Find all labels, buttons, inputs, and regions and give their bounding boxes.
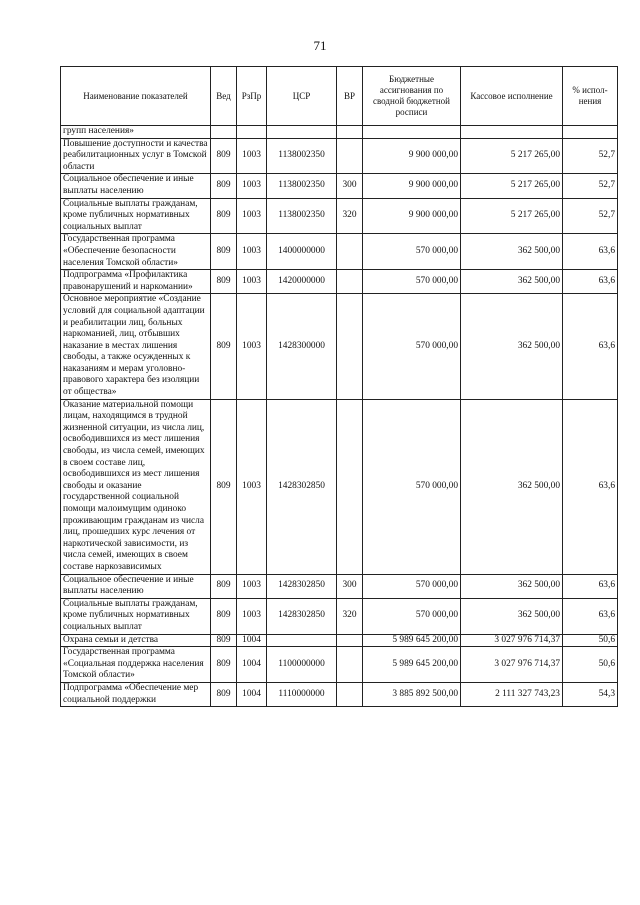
table-row <box>61 126 618 139</box>
cell-vr <box>337 647 363 683</box>
cell-budget-allocation: 570 000,00 <box>363 234 461 270</box>
cell-ved: 809 <box>211 174 237 198</box>
cell-execution-percent: 52,7 <box>563 198 618 234</box>
cell-rzpr <box>237 126 267 139</box>
cell-rzpr: 1003 <box>237 270 267 294</box>
cell-budget-allocation: 570 000,00 <box>363 399 461 574</box>
cell-vr: 320 <box>337 198 363 234</box>
cell-indicator-name: Подпрограмма «Профилактика правонарушений и наркомании» <box>61 270 211 294</box>
cell-execution-percent: 63,6 <box>563 270 618 294</box>
cell-budget-allocation: 570 000,00 <box>363 270 461 294</box>
cell-execution-percent: 50,6 <box>563 634 618 647</box>
cell-indicator-name: Подпрограмма «Обеспечение мер социальной поддержки <box>61 682 211 706</box>
cell-cash-execution: 5 217 265,00 <box>461 174 563 198</box>
cell-budget-allocation: 9 900 000,00 <box>363 198 461 234</box>
cell-ved: 809 <box>211 399 237 574</box>
cell-rzpr: 1003 <box>237 138 267 174</box>
cell-vr <box>337 138 363 174</box>
cell-cash-execution: 3 027 976 714,37 <box>461 634 563 647</box>
cell-rzpr: 1004 <box>237 682 267 706</box>
cell-indicator-name: групп населения» <box>61 126 211 139</box>
header-vr: ВР <box>337 67 363 126</box>
cell-indicator-name: Социальные выплаты гражданам, кроме публичных нормативных социальных выплат <box>61 198 211 234</box>
cell-vr <box>337 682 363 706</box>
table-row <box>61 399 618 574</box>
header-rzpr: РзПр <box>237 67 267 126</box>
page-number: 71 <box>313 38 327 53</box>
table-row <box>61 647 618 683</box>
header-indicator-name: Наименование показателей <box>61 67 211 126</box>
cell-csr: 1428302850 <box>267 598 337 634</box>
table-row <box>61 574 618 598</box>
cell-csr: 1428302850 <box>267 399 337 574</box>
cell-execution-percent: 52,7 <box>563 138 618 174</box>
cell-rzpr: 1004 <box>237 647 267 683</box>
cell-indicator-name: Оказание материальной помощи лицам, находящимся в трудной жизненной ситуации, из числа лиц, освободившихся из мест лишения свободы, из числа семей, имеющих в своем составе лиц, освободившихся из мест лишения свободы и оказание государственной социальной помощи малоимущим одиноко проживающим гражданам из числа лиц, прошедших курс лечения от наркотической зависимости, из числа семей, имеющих в своем составе наркозависимых <box>61 399 211 574</box>
cell-budget-allocation: 570 000,00 <box>363 574 461 598</box>
table-row <box>61 198 618 234</box>
cell-ved: 809 <box>211 198 237 234</box>
cell-ved <box>211 126 237 139</box>
table-row <box>61 270 618 294</box>
header-ved: Вед <box>211 67 237 126</box>
cell-execution-percent: 52,7 <box>563 174 618 198</box>
table-row <box>61 634 618 647</box>
cell-csr <box>267 126 337 139</box>
cell-csr: 1138002350 <box>267 198 337 234</box>
cell-cash-execution: 362 500,00 <box>461 598 563 634</box>
cell-csr: 1110000000 <box>267 682 337 706</box>
cell-vr <box>337 234 363 270</box>
cell-cash-execution: 362 500,00 <box>461 270 563 294</box>
cell-cash-execution: 3 027 976 714,37 <box>461 647 563 683</box>
cell-budget-allocation <box>363 126 461 139</box>
header-execution-percent: % испол-нения <box>563 67 618 126</box>
table-header-row <box>61 67 618 126</box>
cell-rzpr: 1003 <box>237 399 267 574</box>
cell-csr: 1138002350 <box>267 138 337 174</box>
cell-cash-execution: 362 500,00 <box>461 234 563 270</box>
cell-ved: 809 <box>211 270 237 294</box>
cell-budget-allocation: 9 900 000,00 <box>363 174 461 198</box>
cell-budget-allocation: 5 989 645 200,00 <box>363 634 461 647</box>
cell-execution-percent: 63,6 <box>563 234 618 270</box>
cell-csr <box>267 634 337 647</box>
cell-indicator-name: Государственная программа «Социальная поддержка населения Томской области» <box>61 647 211 683</box>
cell-budget-allocation: 9 900 000,00 <box>363 138 461 174</box>
cell-ved: 809 <box>211 634 237 647</box>
cell-cash-execution: 5 217 265,00 <box>461 138 563 174</box>
cell-rzpr: 1003 <box>237 574 267 598</box>
table-body <box>61 126 618 707</box>
table-row <box>61 682 618 706</box>
cell-cash-execution <box>461 126 563 139</box>
cell-rzpr: 1003 <box>237 598 267 634</box>
header-cash-execution: Кассовое исполнение <box>461 67 563 126</box>
cell-execution-percent: 63,6 <box>563 399 618 574</box>
cell-vr: 300 <box>337 174 363 198</box>
table-row <box>61 138 618 174</box>
header-budget-allocations: Бюджетные ассигнования по сводной бюджетной росписи <box>363 67 461 126</box>
cell-vr: 300 <box>337 574 363 598</box>
cell-indicator-name: Повышение доступности и качества реабилитационных услуг в Томской области <box>61 138 211 174</box>
cell-indicator-name: Основное мероприятие «Создание условий для социальной адаптации и реабилитации лиц, больных наркоманией, лиц, отбывших наказание в местах лишения свободы, а также осужденных к наказаниям и мерам уголовно-правового характера без изоляции от общества» <box>61 294 211 399</box>
cell-vr <box>337 294 363 399</box>
cell-rzpr: 1003 <box>237 234 267 270</box>
cell-cash-execution: 362 500,00 <box>461 399 563 574</box>
cell-indicator-name: Государственная программа «Обеспечение безопасности населения Томской области» <box>61 234 211 270</box>
budget-table <box>60 66 618 707</box>
cell-ved: 809 <box>211 598 237 634</box>
table-row <box>61 234 618 270</box>
cell-execution-percent: 54,3 <box>563 682 618 706</box>
cell-cash-execution: 2 111 327 743,23 <box>461 682 563 706</box>
cell-vr <box>337 634 363 647</box>
table-row <box>61 174 618 198</box>
table-row <box>61 598 618 634</box>
cell-vr <box>337 399 363 574</box>
cell-rzpr: 1004 <box>237 634 267 647</box>
cell-vr: 320 <box>337 598 363 634</box>
cell-csr: 1400000000 <box>267 234 337 270</box>
cell-execution-percent: 63,6 <box>563 574 618 598</box>
table-row <box>61 294 618 399</box>
cell-indicator-name: Социальные выплаты гражданам, кроме публичных нормативных социальных выплат <box>61 598 211 634</box>
cell-rzpr: 1003 <box>237 174 267 198</box>
cell-execution-percent: 63,6 <box>563 294 618 399</box>
cell-execution-percent: 50,6 <box>563 647 618 683</box>
cell-ved: 809 <box>211 682 237 706</box>
cell-ved: 809 <box>211 294 237 399</box>
cell-vr <box>337 270 363 294</box>
cell-execution-percent: 63,6 <box>563 598 618 634</box>
cell-execution-percent <box>563 126 618 139</box>
cell-ved: 809 <box>211 138 237 174</box>
cell-cash-execution: 5 217 265,00 <box>461 198 563 234</box>
cell-budget-allocation: 570 000,00 <box>363 598 461 634</box>
cell-vr <box>337 126 363 139</box>
cell-ved: 809 <box>211 234 237 270</box>
cell-indicator-name: Социальное обеспечение и иные выплаты населению <box>61 174 211 198</box>
cell-csr: 1138002350 <box>267 174 337 198</box>
cell-indicator-name: Социальное обеспечение и иные выплаты населению <box>61 574 211 598</box>
cell-csr: 1100000000 <box>267 647 337 683</box>
cell-csr: 1428302850 <box>267 574 337 598</box>
cell-indicator-name: Охрана семьи и детства <box>61 634 211 647</box>
cell-csr: 1428300000 <box>267 294 337 399</box>
header-csr: ЦСР <box>267 67 337 126</box>
cell-csr: 1420000000 <box>267 270 337 294</box>
cell-budget-allocation: 3 885 892 500,00 <box>363 682 461 706</box>
cell-cash-execution: 362 500,00 <box>461 294 563 399</box>
cell-ved: 809 <box>211 647 237 683</box>
cell-rzpr: 1003 <box>237 198 267 234</box>
cell-cash-execution: 362 500,00 <box>461 574 563 598</box>
cell-budget-allocation: 5 989 645 200,00 <box>363 647 461 683</box>
cell-budget-allocation: 570 000,00 <box>363 294 461 399</box>
cell-ved: 809 <box>211 574 237 598</box>
cell-rzpr: 1003 <box>237 294 267 399</box>
